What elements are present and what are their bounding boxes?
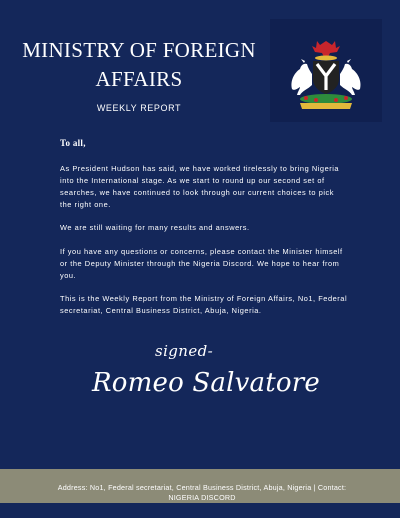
nigeria-coat-of-arms-icon [270, 19, 382, 122]
letter-body [60, 137, 348, 328]
letter-paragraph: As President Hudson has said, we have worked tirelessly to bring Nigeria into the International stage. As we start to round up our second set of searches, we have continued to look through our current choices to pick the right one. [60, 164, 340, 210]
report-subtitle: WEEKLY REPORT [96, 103, 182, 113]
signature-name: Romeo Salvatore [92, 368, 320, 398]
crest-panel [270, 19, 382, 122]
letter-paragraph: If you have any questions or concerns, please contact the Minister himself or the Deputy Minister through the Nigeria Discord. We hope to hear from you. [60, 246, 343, 280]
salutation: To all, [60, 138, 86, 148]
signed-label: signed- [155, 342, 214, 360]
letter-paragraph: We are still waiting for many results and answers. [60, 223, 250, 233]
footer-address: Address: No1, Federal secretariat, Central Business District, Abuja, Nigeria | Contact: NIGERIA DISCORD [57, 483, 347, 502]
letter-paragraph: This is the Weekly Report from the Ministry of Foreign Affairs, No1, Federal secretariat, Central Business District, Abuja, Nigeria. [60, 293, 348, 315]
ministry-title: MINISTRY OF FOREIGN AFFAIRS [22, 38, 256, 91]
